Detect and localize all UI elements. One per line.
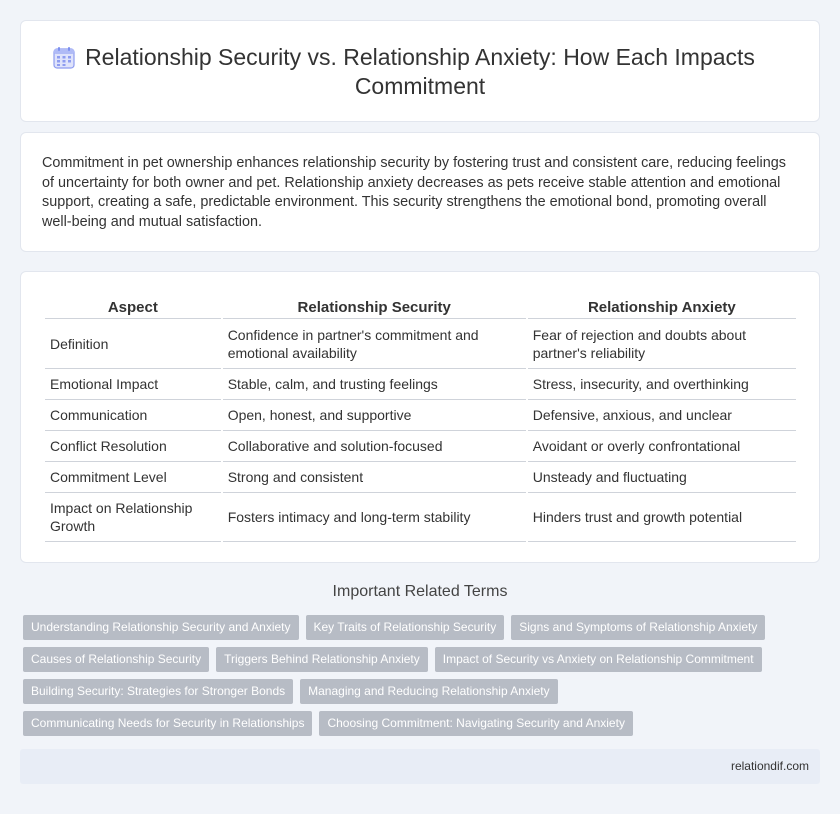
tag-row bbox=[23, 647, 823, 672]
table-row bbox=[45, 400, 796, 431]
table-row bbox=[45, 431, 796, 462]
header-card bbox=[20, 20, 820, 122]
related-terms-title: Important Related Terms bbox=[332, 583, 508, 600]
table-cell-aspect: Impact on Relationship Growth bbox=[45, 493, 221, 542]
table-cell-anxiety: Hinders trust and growth potential bbox=[528, 493, 796, 542]
page-title bbox=[21, 43, 819, 101]
intro-card bbox=[20, 132, 820, 252]
table-row bbox=[45, 369, 796, 400]
page-title-line2: Commitment bbox=[354, 73, 486, 99]
related-terms-list bbox=[23, 615, 823, 743]
footer bbox=[20, 749, 820, 784]
page-title-line1: Relationship Security vs. Relationship Anxiety: How Each Impacts bbox=[85, 44, 755, 70]
intro-paragraph: Commitment in pet ownership enhances relationship security by fostering trust and consistent care, reducing feelings of uncertainty for both owner and pet. Relationship anxiety decreases as pets receive stable attention and emotional support, creating a safe, predictable environment. This security strengthens the emotional bond, promoting overall well-being and mutual satisfaction. bbox=[42, 155, 786, 230]
column-header-security: Relationship Security bbox=[223, 296, 526, 319]
column-header-anxiety: Relationship Anxiety bbox=[528, 296, 796, 319]
table-row bbox=[45, 493, 796, 542]
related-term-tag[interactable]: Triggers Behind Relationship Anxiety bbox=[216, 647, 428, 672]
table-cell-anxiety: Unsteady and fluctuating bbox=[528, 462, 796, 493]
related-term-tag[interactable]: Causes of Relationship Security bbox=[23, 647, 209, 672]
table-cell-aspect: Emotional Impact bbox=[45, 369, 221, 400]
related-term-tag[interactable]: Key Traits of Relationship Security bbox=[306, 615, 505, 640]
table-header-row bbox=[45, 296, 796, 319]
tag-row bbox=[23, 711, 823, 736]
table-row bbox=[45, 319, 796, 369]
table-cell-anxiety: Defensive, anxious, and unclear bbox=[528, 400, 796, 431]
related-term-tag[interactable]: Communicating Needs for Security in Relationships bbox=[23, 711, 312, 736]
related-term-tag[interactable]: Building Security: Strategies for Stronger Bonds bbox=[23, 679, 293, 704]
table-cell-anxiety: Avoidant or overly confrontational bbox=[528, 431, 796, 462]
table-cell-aspect: Communication bbox=[45, 400, 221, 431]
footer-site-name: relationdif.com bbox=[730, 759, 809, 773]
table-cell-security: Open, honest, and supportive bbox=[223, 400, 526, 431]
table-cell-aspect: Conflict Resolution bbox=[45, 431, 221, 462]
related-term-tag[interactable]: Understanding Relationship Security and Anxiety bbox=[23, 615, 299, 640]
related-term-tag[interactable]: Signs and Symptoms of Relationship Anxiety bbox=[511, 615, 765, 640]
table-cell-security: Strong and consistent bbox=[223, 462, 526, 493]
table-cell-aspect: Commitment Level bbox=[45, 462, 221, 493]
table-cell-aspect: Definition bbox=[45, 319, 221, 369]
table-cell-security: Confidence in partner's commitment and emotional availability bbox=[223, 319, 526, 369]
related-term-tag[interactable]: Managing and Reducing Relationship Anxiety bbox=[300, 679, 558, 704]
comparison-table bbox=[43, 296, 798, 542]
tag-row bbox=[23, 679, 823, 704]
related-term-tag[interactable]: Choosing Commitment: Navigating Security and Anxiety bbox=[319, 711, 632, 736]
table-cell-anxiety: Stress, insecurity, and overthinking bbox=[528, 369, 796, 400]
table-cell-security: Stable, calm, and trusting feelings bbox=[223, 369, 526, 400]
table-cell-security: Fosters intimacy and long-term stability bbox=[223, 493, 526, 542]
comparison-card bbox=[20, 271, 820, 563]
column-header-aspect: Aspect bbox=[45, 296, 221, 319]
table-row bbox=[45, 462, 796, 493]
tag-row bbox=[23, 615, 823, 640]
related-term-tag[interactable]: Impact of Security vs Anxiety on Relationship Commitment bbox=[435, 647, 762, 672]
table-cell-security: Collaborative and solution-focused bbox=[223, 431, 526, 462]
table-cell-anxiety: Fear of rejection and doubts about partner's reliability bbox=[528, 319, 796, 369]
